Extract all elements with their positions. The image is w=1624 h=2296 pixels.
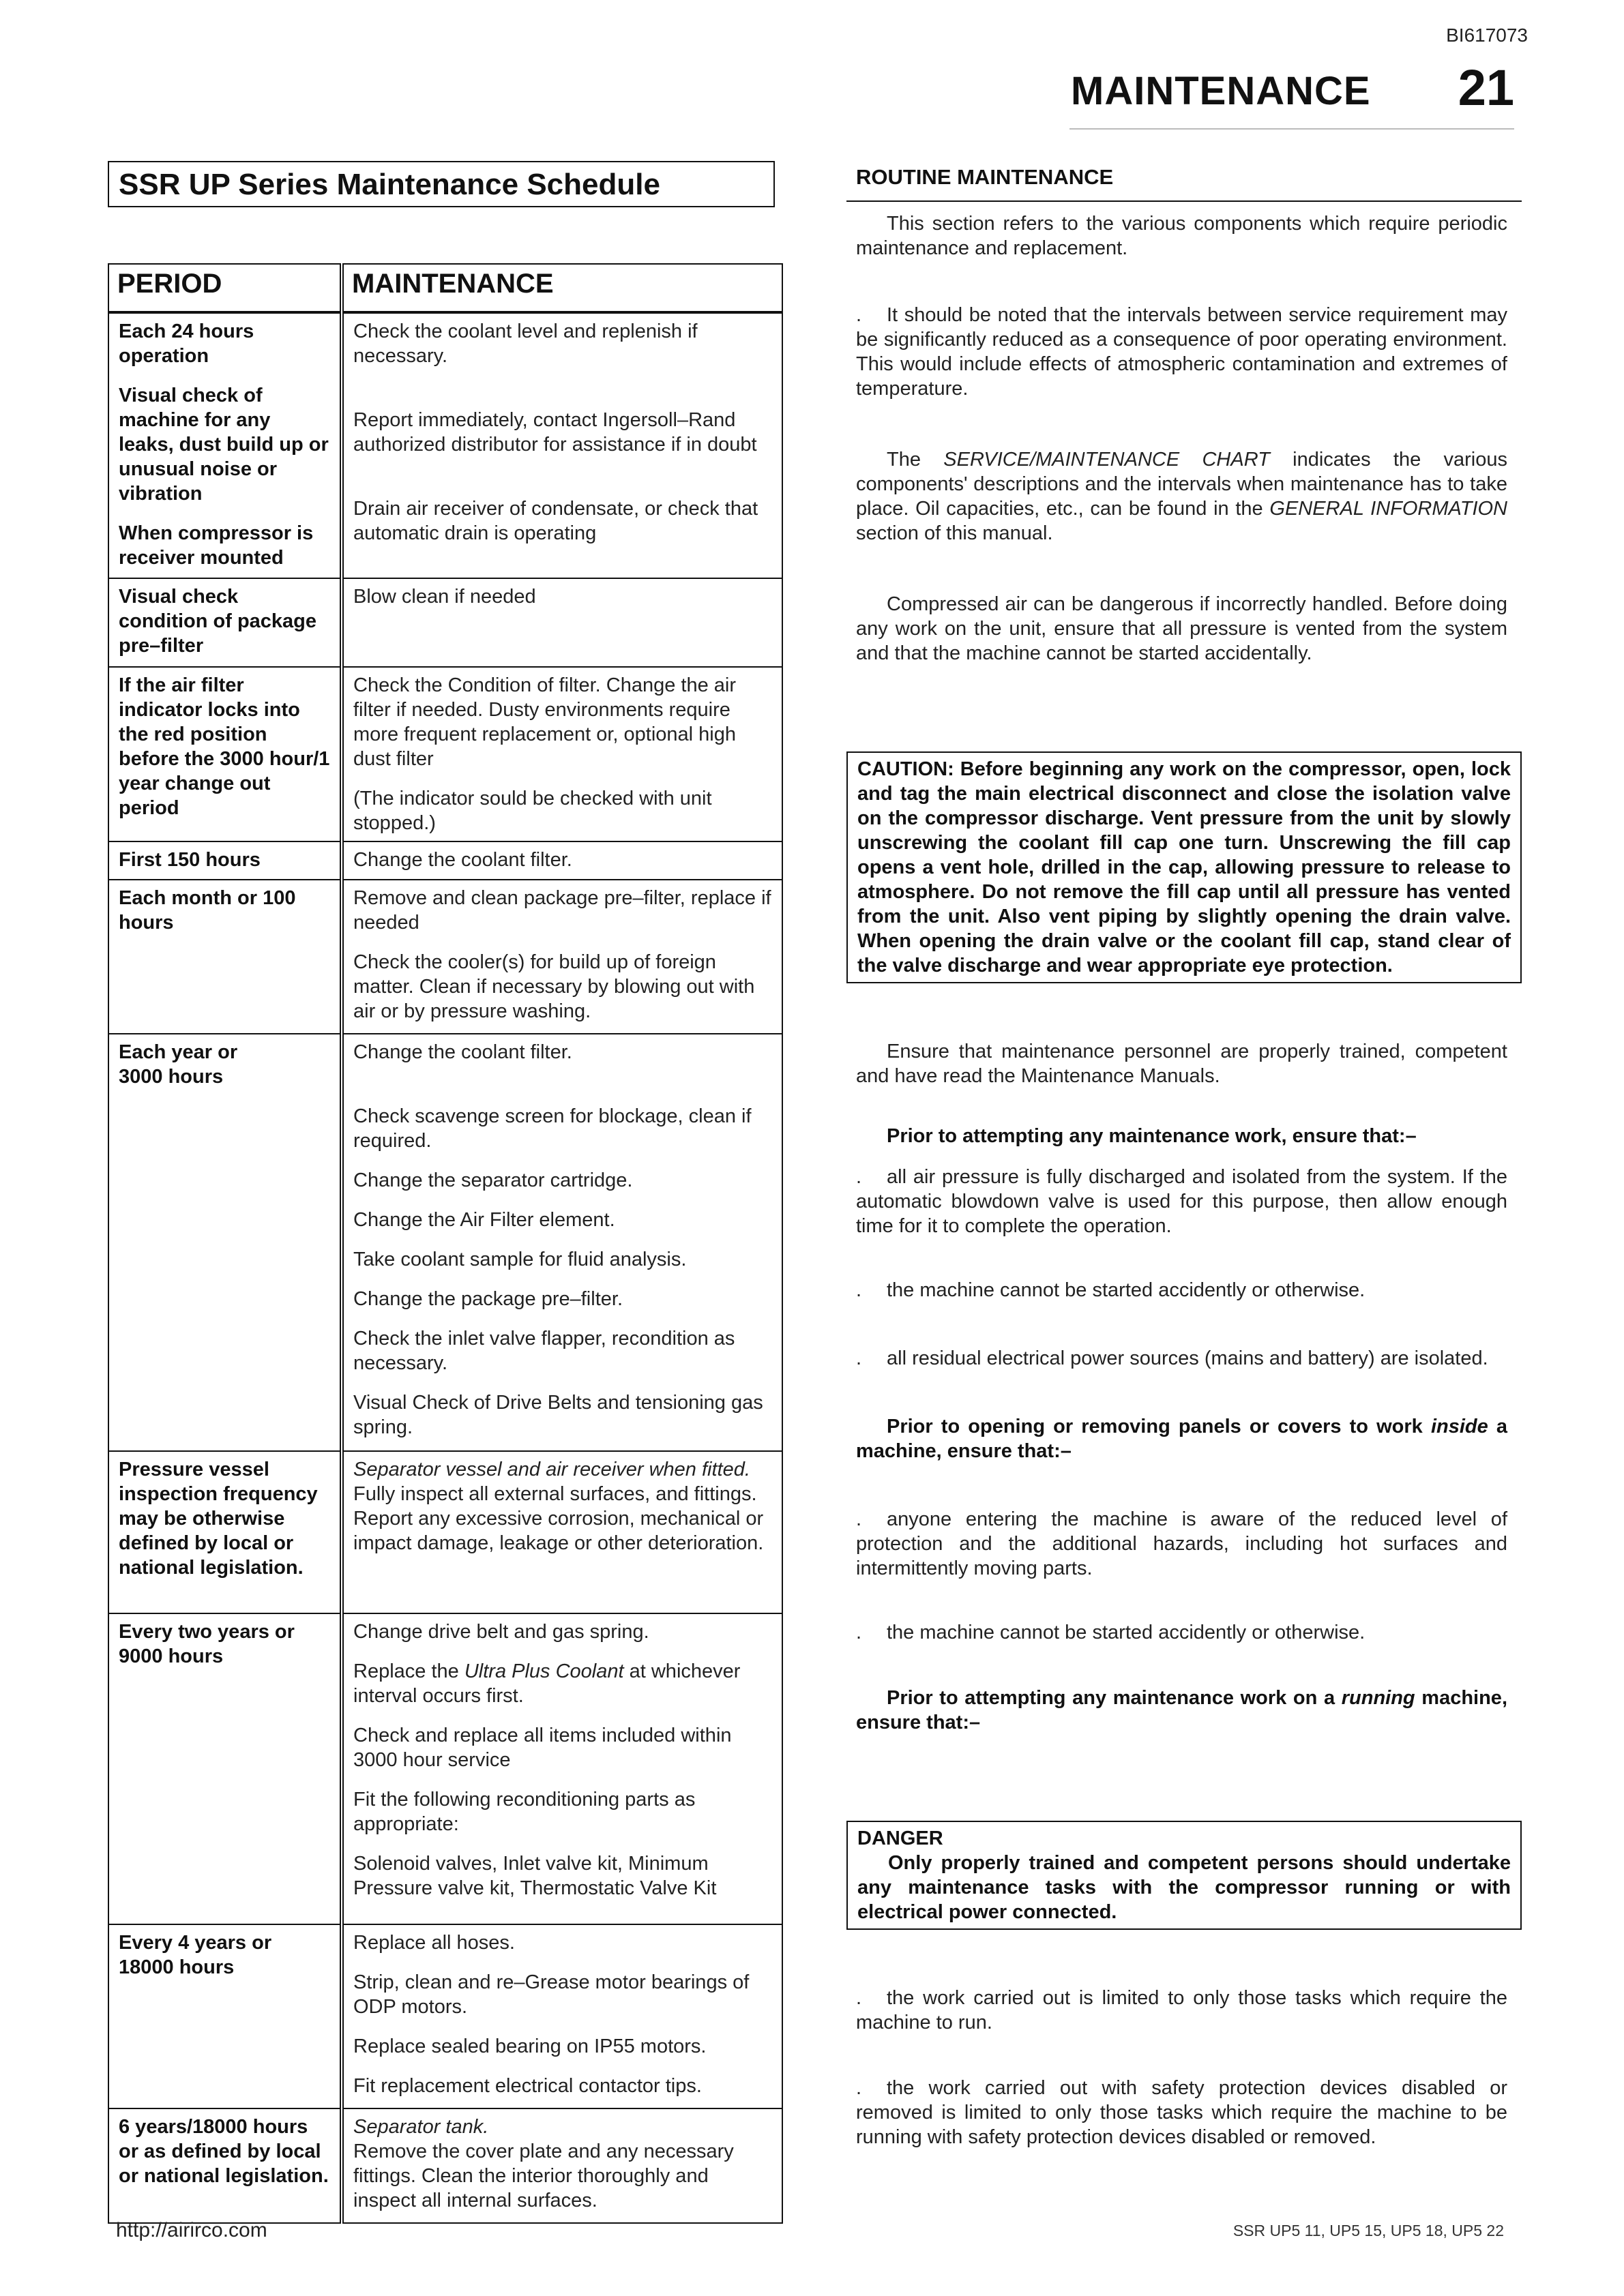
table-row: [108, 880, 782, 1034]
period-cell: [108, 578, 342, 667]
maintenance-text: Solenoid valves, Inlet valve kit, Minimum Pressure valve kit, Thermostatic Valve Kit: [353, 1853, 717, 1899]
maintenance-text: Check scavenge screen for blockage, clean if required.: [353, 1105, 752, 1152]
maintenance-cell: [342, 1034, 782, 1451]
period-cell: [108, 2108, 342, 2223]
table-row: [108, 578, 782, 667]
intervals-note-text: It should be noted that the intervals between service requirement may be significantly reduced as a consequence of poor operating environment. This would include effects of atmospheric contamination and extremes of temperature.: [856, 304, 1507, 400]
table-row: [108, 1451, 782, 1613]
maintenance-text: Fit the following reconditioning parts as appropriate:: [353, 1789, 696, 1835]
maintenance-cell: [342, 578, 782, 667]
maintenance-text: Blow clean if needed: [353, 586, 536, 608]
maintenance-text: Change drive belt and gas spring.: [353, 1621, 649, 1643]
period-cell: [108, 667, 342, 841]
period-cell: [108, 880, 342, 1034]
chart-pre: The: [887, 449, 921, 471]
maintenance-text: Check and replace all items included within 3000 hour service: [353, 1725, 732, 1771]
maintenance-cell: [342, 2108, 782, 2223]
period-text: 6 years/18000 hours or as defined by local or national legislation.: [119, 2116, 329, 2187]
header-rule: [1069, 128, 1514, 130]
chart-name: SERVICE/MAINTENANCE CHART: [943, 449, 1270, 471]
danger-title: DANGER: [857, 1828, 943, 1849]
maintenance-text: Visual Check of Drive Belts and tensioning gas spring.: [353, 1392, 763, 1438]
table-row: [108, 667, 782, 841]
footer-model-list: SSR UP5 11, UP5 15, UP5 18, UP5 22: [1232, 2222, 1504, 2239]
maintenance-cell: [342, 312, 782, 578]
maintenance-text: Strip, clean and re–Grease motor bearings of ODP motors.: [353, 1971, 750, 2018]
maintenance-column-header: MAINTENANCE: [342, 264, 782, 312]
intervals-note: [856, 303, 1507, 401]
caution-box: CAUTION: Before beginning any work on the compressor, open, lock and tag the main electrical disconnect and close the isolation valve on the compressor discharge. Vent pressure from the unit by slowly unscrewing the coolant fill cap one turn. Unscrewing the fill cap opens a vent hole, drilled in the cap, allowing pressure to release to atmosphere. Do not remove the fill cap until all pressure has vented from the unit. Also vent piping by slightly opening the drain valve. When opening the drain valve or the coolant fill cap, stand clear of the valve discharge and wear appropriate eye protection.: [846, 751, 1522, 983]
period-cell: [108, 1034, 342, 1451]
prior-running-heading: Prior to attempting any maintenance work on a running machine, ensure that:–: [856, 1687, 1507, 1733]
routine-heading-rule: [846, 200, 1522, 202]
maintenance-text: Drain air receiver of condensate, or check that automatic drain is operating: [353, 498, 758, 544]
maintenance-text: Change the package pre–filter.: [353, 1288, 623, 1310]
maintenance-text: Check the inlet valve flapper, recondition as necessary.: [353, 1328, 735, 1374]
list-item: . the machine cannot be started accidently or otherwise.: [856, 1279, 1365, 1301]
maintenance-text: Check the Condition of filter. Change the air filter if needed. Dusty environments require more frequent replacement or, optional high dust filter: [353, 674, 737, 770]
maintenance-text: Change the Air Filter element.: [353, 1209, 615, 1231]
prior-panels-heading: Prior to opening or removing panels or covers to work inside a machine, ensure that:–: [856, 1416, 1508, 1462]
maintenance-text: Change the separator cartridge.: [353, 1169, 633, 1191]
bullet-mark: .: [856, 304, 862, 326]
period-text: First 150 hours: [119, 849, 261, 871]
compressed-air-paragraph: Compressed air can be dangerous if incorrectly handled. Before doing any work on the unit, ensure that all pressure is vented from the system and that the machine cannot be started accidentally.: [856, 593, 1507, 664]
chart-paragraph: [856, 447, 1507, 546]
maintenance-italic-text: Separator vessel and air receiver when fitted.: [353, 1459, 750, 1480]
period-cell: [108, 1924, 342, 2108]
table-row: [108, 2108, 782, 2223]
table-row: [108, 1613, 782, 1924]
coolant-suffix: at whichever interval occurs first.: [353, 1660, 741, 1707]
maintenance-text: Check the cooler(s) for build up of foreign matter. Clean if necessary by blowing out with air or by pressure washing.: [353, 951, 755, 1022]
list-item: . all residual electrical power sources (mains and battery) are isolated.: [856, 1347, 1488, 1369]
maintenance-text: Fully inspect all external surfaces, and fittings. Report any excessive corrosion, mechanical or impact damage, leakage or other deterioration.: [353, 1483, 764, 1554]
maintenance-text: Remove the cover plate and any necessary fittings. Clean the interior thoroughly and inspect all internal surfaces.: [353, 2141, 734, 2211]
list-item: . all air pressure is fully discharged and isolated from the system. If the automatic blowdown valve is used for this purpose, then allow enough time for it to complete the operation.: [856, 1166, 1507, 1237]
maintenance-cell: [342, 841, 782, 880]
period-cell: [108, 1451, 342, 1613]
list-item: . the work carried out is limited to only those tasks which require the machine to run.: [856, 1987, 1507, 2033]
list-item: . the machine cannot be started accidently or otherwise.: [856, 1622, 1365, 1643]
table-header-row: [108, 264, 782, 312]
list-item: . the work carried out with safety protection devices disabled or removed is limited to only those tasks which require the machine to be running with safety protection devices disabled or removed.: [856, 2077, 1507, 2148]
period-text: Each 24 hours operation: [119, 320, 254, 367]
document-id: BI617073: [1446, 25, 1528, 46]
maintenance-text: (The indicator sould be checked with unit stopped.): [353, 788, 712, 834]
maintenance-cell: [342, 880, 782, 1034]
period-text: Visual check condition of package pre–filter: [119, 586, 317, 657]
maintenance-text: Remove and clean package pre–filter, replace if needed: [353, 887, 771, 934]
period-column-header: PERIOD: [108, 264, 342, 312]
prior-maintenance-heading: Prior to attempting any maintenance work, ensure that:–: [887, 1125, 1417, 1147]
maintenance-text: Change the coolant filter.: [353, 1041, 572, 1063]
maintenance-text: Fit replacement electrical contactor tips.: [353, 2075, 702, 2097]
maintenance-text: Change the coolant filter.: [353, 849, 572, 871]
maintenance-cell: [342, 1924, 782, 2108]
maintenance-cell: [342, 1613, 782, 1924]
prior-running-emphasis: running: [1341, 1687, 1415, 1709]
page-number: 21: [1458, 59, 1514, 116]
period-cell: [108, 841, 342, 880]
coolant-prefix: Replace the: [353, 1660, 459, 1682]
maintenance-text: Check the coolant level and replenish if necessary.: [353, 320, 698, 367]
intro-paragraph: This section refers to the various components which require periodic maintenance and replacement.: [856, 213, 1507, 259]
list-item: . anyone entering the machine is aware of the reduced level of protection and the additional hazards, including hot surfaces and intermittently moving parts.: [856, 1508, 1507, 1579]
danger-text: Only properly trained and competent persons should undertake any maintenance tasks with the compressor running or with electrical power connected.: [857, 1852, 1511, 1923]
period-text: Every two years or 9000 hours: [119, 1621, 295, 1667]
maintenance-italic-text: Separator tank.: [353, 2116, 489, 2138]
period-text: When compressor is receiver mounted: [119, 522, 314, 569]
period-text: Each month or 100 hours: [119, 887, 296, 934]
maintenance-text: [353, 1659, 772, 1708]
coolant-name: Ultra Plus Coolant: [464, 1660, 624, 1682]
section-title: MAINTENANCE: [1071, 69, 1371, 113]
chart-ref: GENERAL INFORMATION: [1269, 498, 1507, 520]
maintenance-schedule-table: [108, 263, 783, 2224]
chart-mid: indicates the various components' descriptions and the intervals when maintenance has to take place. Oil capacities, etc., can be found in the: [856, 449, 1507, 520]
routine-maintenance-column: [856, 165, 1511, 2149]
period-text: If the air filter indicator locks into the red position before the 3000 hour/1 year change out period: [119, 674, 330, 819]
period-cell: [108, 312, 342, 578]
maintenance-text: Replace all hoses.: [353, 1932, 515, 1954]
period-cell: [108, 1613, 342, 1924]
danger-box: [846, 1821, 1522, 1930]
schedule-title: SSR UP Series Maintenance Schedule: [108, 161, 775, 207]
maintenance-text: Take coolant sample for fluid analysis.: [353, 1249, 687, 1270]
maintenance-text: Replace sealed bearing on IP55 motors.: [353, 2036, 707, 2057]
period-text: Pressure vessel inspection frequency may be otherwise defined by local or national legislation.: [119, 1459, 318, 1579]
prior-panels-emphasis: inside: [1430, 1416, 1488, 1437]
routine-heading: ROUTINE MAINTENANCE: [856, 165, 1114, 189]
maintenance-cell: [342, 1451, 782, 1613]
maintenance-cell: [342, 667, 782, 841]
footer-url[interactable]: http://airirco.com: [116, 2219, 267, 2241]
table-row: [108, 841, 782, 880]
period-text: Every 4 years or 18000 hours: [119, 1932, 272, 1978]
personnel-paragraph: Ensure that maintenance personnel are properly trained, competent and have read the Maintenance Manuals.: [856, 1041, 1507, 1087]
maintenance-text: Report immediately, contact Ingersoll–Rand authorized distributor for assistance if in doubt: [353, 409, 757, 456]
chart-post: section of this manual.: [856, 522, 1053, 544]
period-text: Each year or 3000 hours: [119, 1041, 238, 1088]
table-row: [108, 1034, 782, 1451]
period-text: Visual check of machine for any leaks, dust build up or unusual noise or vibration: [119, 385, 329, 505]
table-row: [108, 1924, 782, 2108]
table-row: [108, 312, 782, 578]
